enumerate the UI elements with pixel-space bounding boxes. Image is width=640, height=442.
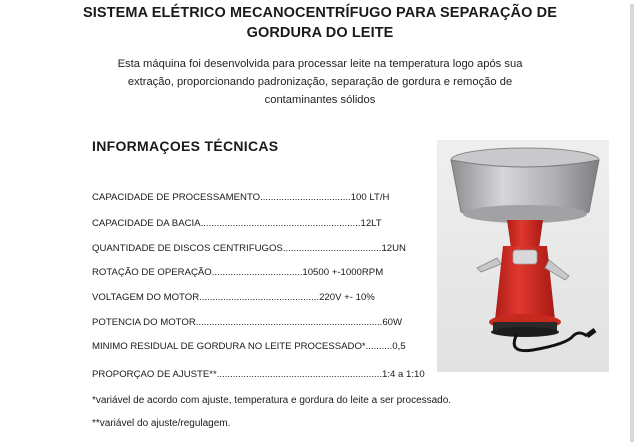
footnote-2: **variável do ajuste/regulagem. [92, 418, 231, 429]
intro-paragraph [95, 55, 545, 109]
separator-machine-photo [437, 140, 609, 372]
spec-residual-fat: MINIMO RESIDUAL DE GORDURA NO LEITE PROCESSADO*..........0,5 [92, 341, 406, 352]
footnote-1: *variável de acordo com ajuste, temperatura e gordura do leite a ser processado. [92, 395, 452, 406]
spec-voltage: VOLTAGEM DO MOTOR.............................................220V +- 10% [92, 292, 375, 303]
spec-rotation: ROTAÇÃO DE OPERAÇÃO..................................10500 +-1000RPM [92, 267, 384, 278]
spec-bowl-capacity: CAPACIDADE DA BACIA............................................................12LT [92, 218, 382, 229]
spec-disc-count: QUANTIDADE DE DISCOS CENTRIFUGOS.....................................12UN [92, 243, 406, 254]
intro-line-1: Esta máquina foi desenvolvida para processar leite na temperatura logo após sua [117, 58, 523, 70]
spec-adjust-ratio: PROPORÇAO DE AJUSTE**..............................................................1:4 a 1:10 [92, 369, 425, 380]
section-title: INFORMAÇOES TÉCNICAS [92, 138, 279, 154]
separator-machine-illustration [437, 140, 609, 372]
title-line-1: SISTEMA ELÉTRICO MECANOCENTRÍFUGO PARA SEPARAÇÃO DE [83, 5, 557, 21]
spec-motor-power: POTENCIA DO MOTOR......................................................................60W [92, 317, 403, 328]
document-title [0, 3, 640, 43]
page-edge-border [630, 4, 634, 442]
spec-processing-capacity: CAPACIDADE DE PROCESSAMENTO..................................100 LT/H [92, 192, 390, 203]
intro-line-3: contaminantes sólidos [264, 94, 376, 106]
intro-line-2: extração, proporcionando padronização, separação de gordura e remoção de [127, 76, 513, 88]
title-line-2: GORDURA DO LEITE [246, 25, 394, 41]
